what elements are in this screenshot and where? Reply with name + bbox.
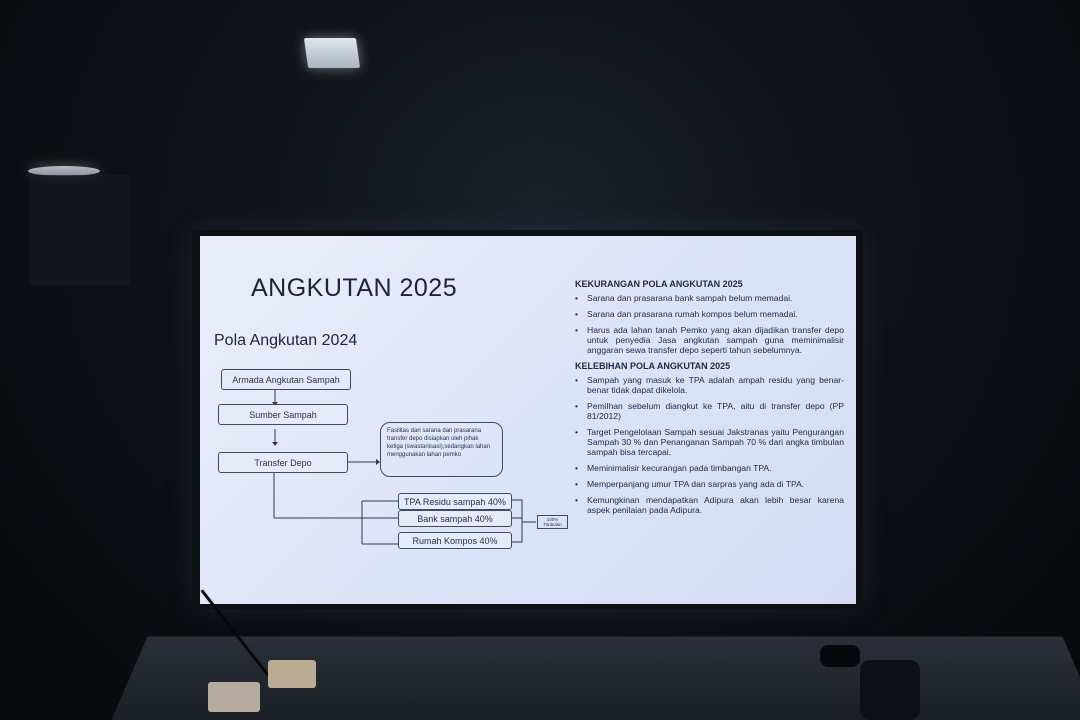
desk-device (208, 682, 260, 712)
wall-panel (30, 175, 130, 285)
microphone-icon (820, 645, 860, 667)
flow-note: Fasilitas dan sarana dan prasarana transfer depo disiapkan oleh pihak ketiga (swastanisasi),sedangkan lahan menggunakan lahan pemko (380, 422, 503, 477)
slide-right-column (575, 279, 844, 521)
list-item: • Target Pengelolaan Sampah sesuai Jakstranas yaitu Pengurangan Sampah 30 % dan Penanganan Sampah 70 % dari angka timbulan sampah bisa tercapai. (575, 427, 844, 457)
list-item: • Meminimalisir kecurangan pada timbangan TPA. (575, 463, 772, 473)
kelebihan-list (575, 375, 844, 515)
list-item: • Pemilhan sebelum diangkut ke TPA, aitu di transfer depo (PP 81/2012) (575, 401, 844, 421)
desk-object (860, 660, 920, 720)
flow-box-rumah-kompos: Rumah Kompos 40% (398, 532, 512, 549)
list-item: • Memperpanjang umur TPA dan sarpras yang ada di TPA. (575, 479, 805, 489)
desk-device (268, 660, 316, 688)
slide-title: ANGKUTAN 2025 (251, 274, 458, 302)
kekurangan-list (575, 293, 844, 355)
presentation-slide (200, 236, 856, 604)
slide-subtitle: Pola Angkutan 2024 (214, 332, 358, 349)
flow-box-transfer-depo: Transfer Depo (218, 452, 348, 473)
list-item: • Sampah yang masuk ke TPA adalah ampah residu yang benar-benar tidak dapat dikelola. (575, 375, 844, 395)
flow-box-armada: Armada Angkutan Sampah (221, 369, 351, 390)
ceiling-light (304, 38, 360, 68)
list-item: • Sarana dan prasarana rumah kompos belum memadai. (575, 309, 798, 319)
list-item: • Harus ada lahan tanah Pemko yang akan dijadikan transfer depo untuk penyedia Jasa angkutan sampah guna meminimalisir anggaran sewa transfer depo seperti tahun sebelumnya. (575, 325, 844, 355)
flow-total-box: 100% Timbulan (537, 515, 568, 529)
flow-box-sumber: Sumber Sampah (218, 404, 348, 425)
list-item: • Kemungkinan mendapatkan Adipura akan lebih besar karena aspek penilaian pada Adipura. (575, 495, 844, 515)
flow-box-bank-sampah: Bank sampah 40% (398, 510, 512, 527)
flow-box-tpa: TPA Residu sampah 40% (398, 493, 512, 510)
kekurangan-heading: KEKURANGAN POLA ANGKUTAN 2025 (575, 279, 743, 289)
list-item: • Sarana dan prasarana bank sampah belum memadai. (575, 293, 793, 303)
kelebihan-heading: KELEBIHAN POLA ANGKUTAN 2025 (575, 361, 731, 371)
